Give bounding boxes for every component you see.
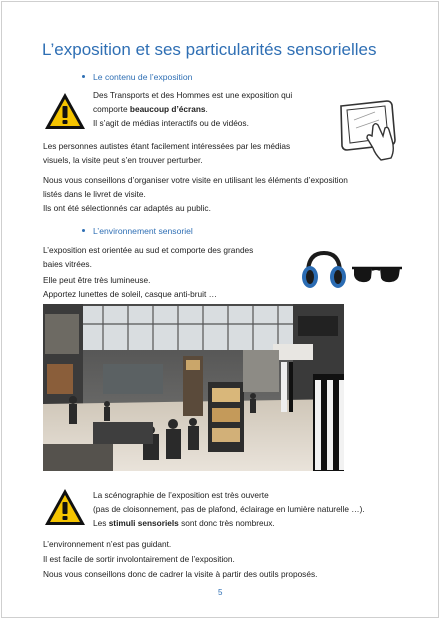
section-heading-content	[82, 72, 192, 82]
guidance-line-3: Nous vous conseillons donc de cadrer la visite à partir des outils proposés.	[43, 569, 318, 579]
scenography-line-2: (pas de cloisonnement, pas de plafond, éclairage en lumière naturelle …).	[93, 504, 365, 514]
bullet-dot	[82, 75, 85, 78]
document-page	[1, 1, 439, 618]
exhibition-photo	[43, 304, 344, 471]
scenography-line-3	[93, 517, 275, 531]
content-para3-line-1: Nous vous conseillons d’organiser votre visite en utilisant les éléments d’exposition	[43, 175, 348, 185]
headphones-icon	[300, 249, 348, 291]
scenography-line-3-bold: stimuli sensoriels	[108, 518, 179, 528]
content-line-2-suffix: .	[205, 104, 208, 114]
bullet-dot	[82, 229, 85, 232]
environment-line-2: baies vitrées.	[43, 259, 92, 269]
environment-line-1: L’exposition est orientée au sud et comporte des grandes	[43, 245, 254, 255]
warning-icon	[43, 487, 87, 527]
scenography-line-1: La scénographie de l’exposition est très ouverte	[93, 490, 269, 500]
scenography-line-3-suffix: sont donc très nombreux.	[178, 518, 275, 528]
guidance-line-2: Il est facile de sortir involontairement de l’exposition.	[43, 554, 235, 564]
guidance-line-1: L’environnement n’est pas guidant.	[43, 539, 172, 549]
content-line-2-bold: beaucoup d’écrans	[129, 104, 206, 114]
touch-screen-icon	[337, 98, 405, 162]
content-para2-line-1: Les personnes autistes étant facilement intéressées par les médias	[43, 141, 291, 151]
section-heading-environment	[82, 226, 193, 236]
page-number: 5	[218, 588, 223, 597]
environment-line-4: Apportez lunettes de soleil, casque anti-bruit …	[43, 289, 217, 299]
warning-icon	[43, 91, 87, 131]
sunglasses-icon	[350, 264, 404, 286]
section-heading-label: L’environnement sensoriel	[93, 226, 193, 236]
content-para3-line-2: listés dans le livret de visite.	[43, 189, 146, 199]
content-line-1: Des Transports et des Hommes est une exposition qui	[93, 90, 293, 100]
content-line-2-prefix: comporte	[93, 104, 130, 114]
content-para2-line-2: visuels, la visite peut s’en trouver perturber.	[43, 155, 203, 165]
content-line-2	[93, 103, 208, 117]
content-para3-line-3: Ils ont été sélectionnés car adaptés au public.	[43, 203, 211, 213]
content-line-3: Il s’agit de médias interactifs ou de vidéos.	[93, 118, 249, 128]
environment-line-3: Elle peut être très lumineuse.	[43, 275, 151, 285]
section-heading-label: Le contenu de l’exposition	[93, 72, 193, 82]
page-title: L’exposition et ses particularités sensorielles	[42, 40, 377, 59]
scenography-line-3-prefix: Les	[93, 518, 109, 528]
